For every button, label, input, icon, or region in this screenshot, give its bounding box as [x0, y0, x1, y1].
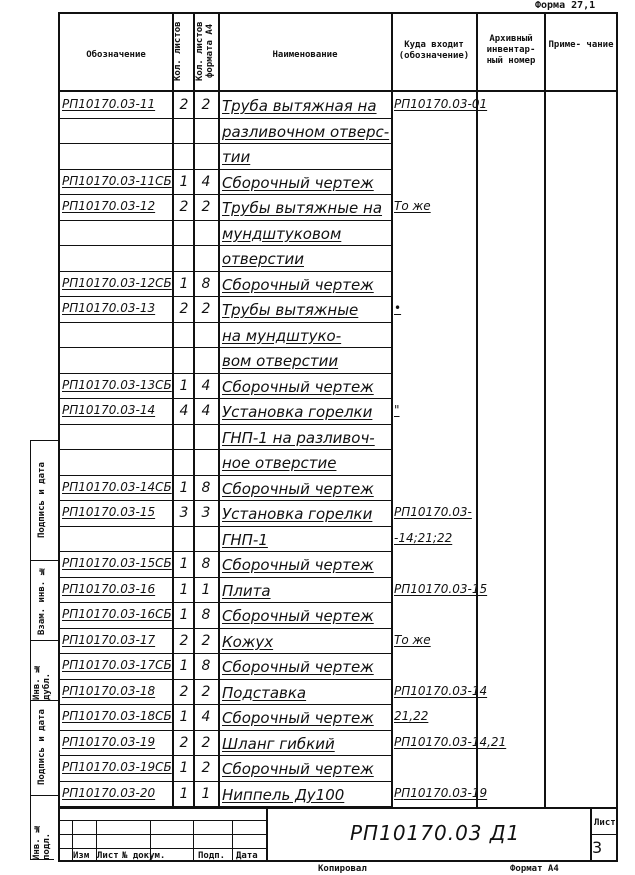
- side-label: Инв. № подл.: [32, 822, 52, 860]
- row-n1: 1: [179, 173, 189, 190]
- row-code: РП10170.03-15СБ: [62, 556, 172, 570]
- row-n2: 2: [201, 199, 211, 215]
- row-name: Плита: [222, 581, 271, 600]
- row-n1: 4: [179, 403, 189, 419]
- row-code: РП10170.03-15: [62, 505, 156, 519]
- stamp-doc: № докум.: [122, 851, 166, 861]
- row-n1: 3: [179, 505, 189, 521]
- header-archive: Архивный инвентар- ный номер: [486, 34, 536, 66]
- stamp-izm: Изм: [73, 851, 90, 861]
- row-code: РП10170.03-16: [62, 581, 156, 596]
- row-line: [58, 118, 392, 119]
- row-name: на мундштуко-: [222, 326, 342, 345]
- row-name: Шланг гибкий: [222, 734, 335, 753]
- row-name: отверстии: [222, 250, 304, 268]
- row-code: РП10170.03-11: [62, 97, 156, 111]
- stamp-divider: [232, 820, 233, 862]
- row-name: мундштуковом: [222, 224, 342, 243]
- row-name: Подставка: [222, 683, 307, 702]
- row-line: [58, 500, 392, 501]
- row-n2: 4: [201, 403, 211, 419]
- row-name: Сборочный чертеж: [222, 479, 374, 498]
- row-line: [58, 449, 392, 450]
- row-dest: 21,22: [394, 709, 429, 723]
- header-name: Наименование: [272, 50, 338, 60]
- row-n2: 8: [201, 479, 211, 496]
- row-line: [58, 704, 392, 705]
- row-n2: 4: [201, 377, 211, 394]
- row-n1: 2: [179, 632, 189, 649]
- row-line: [58, 475, 392, 476]
- document-number: РП10170.03 Д1: [350, 821, 521, 845]
- side-label: Инв. № дубл.: [32, 662, 52, 700]
- row-name: Трубы вытяжные на: [222, 199, 383, 217]
- row-n1: 2: [179, 301, 189, 317]
- row-code: РП10170.03-11СБ: [62, 173, 172, 188]
- row-n1: 1: [179, 581, 189, 598]
- header-bottom-line: [58, 90, 618, 92]
- row-name: ГНП-1: [222, 530, 268, 549]
- row-code: РП10170.03-12СБ: [62, 275, 172, 290]
- row-name: разливочном отверс-: [222, 122, 390, 141]
- row-code: РП10170.03-19СБ: [62, 760, 172, 774]
- row-dest: РП10170.03-: [394, 505, 472, 519]
- row-code: РП10170.03-16СБ: [62, 607, 172, 621]
- row-name: вом отверстии: [222, 352, 339, 370]
- row-name: Сборочный чертеж: [222, 377, 374, 396]
- row-n2: 4: [201, 709, 211, 725]
- stamp-line: [590, 834, 618, 835]
- side-divider: [30, 795, 58, 796]
- side-label: Подпись и дата: [37, 709, 47, 786]
- footer-copied: Копировал: [318, 864, 367, 874]
- row-dest: РП10170.03-14: [394, 683, 488, 698]
- row-n1: 2: [179, 199, 189, 215]
- row-name: Сборочный чертеж: [222, 709, 374, 727]
- row-line: [58, 781, 392, 782]
- row-line: [58, 143, 392, 144]
- row-line: [58, 679, 392, 680]
- row-n2: 8: [201, 275, 211, 292]
- row-line: [58, 347, 392, 348]
- row-code: РП10170.03-14СБ: [62, 479, 172, 494]
- col-divider: [193, 12, 195, 807]
- row-code: РП10170.03-19: [62, 734, 156, 749]
- row-dest: -14;21;22: [394, 530, 453, 545]
- row-line: [58, 322, 392, 323]
- row-n1: 1: [179, 709, 189, 725]
- stamp-line: [58, 834, 266, 835]
- row-line: [58, 220, 392, 221]
- row-name: Установка горелки: [222, 505, 373, 523]
- row-n1: 1: [179, 377, 189, 394]
- stamp-line: [58, 848, 266, 849]
- row-line: [58, 424, 392, 425]
- col-divider: [544, 12, 546, 807]
- row-code: РП10170.03-20: [62, 785, 156, 800]
- side-label: Взам. инв. №: [37, 565, 47, 635]
- stamp-data: Дата: [236, 851, 258, 861]
- row-dest: То же: [394, 632, 431, 647]
- row-n2: 2: [201, 301, 211, 317]
- row-name: Сборочный чертеж: [222, 658, 374, 676]
- row-line: [58, 755, 392, 756]
- header-where-used: Куда входит (обозначение): [398, 40, 470, 61]
- footer-format: Формат А4: [510, 864, 559, 874]
- row-code: РП10170.03-18: [62, 683, 156, 698]
- row-name: Сборочный чертеж: [222, 173, 374, 192]
- row-code: РП10170.03-17: [62, 632, 156, 647]
- sheet-label: Лист: [594, 818, 616, 828]
- row-name: Установка горелки: [222, 403, 373, 421]
- row-line: [58, 602, 392, 603]
- row-name: ГНП-1 на разливоч-: [222, 428, 375, 447]
- row-n1: 1: [179, 607, 189, 623]
- row-n2: 2: [201, 760, 211, 776]
- header-sheets-count: Кол. листов: [173, 21, 183, 81]
- form-label: Форма 27,1: [535, 0, 596, 11]
- side-divider: [30, 440, 58, 441]
- row-line: [58, 526, 392, 527]
- row-n2: 2: [201, 632, 211, 649]
- row-line: [58, 271, 392, 272]
- row-n1: 1: [179, 760, 189, 776]
- row-name: Ниппель Ду100: [222, 785, 345, 804]
- row-n2: 3: [201, 505, 211, 521]
- row-code: РП10170.03-14: [62, 403, 156, 417]
- row-code: РП10170.03-17СБ: [62, 658, 172, 672]
- side-label: Подпись и дата: [37, 462, 47, 538]
- row-dest: ": [394, 403, 400, 417]
- row-n1: 2: [179, 683, 189, 700]
- row-dest: То же: [394, 199, 431, 213]
- row-name: Кожух: [222, 632, 274, 651]
- stamp-top-line: [58, 807, 618, 809]
- row-dest: РП10170.03-19: [394, 785, 488, 800]
- row-n2: 4: [201, 173, 211, 190]
- row-n2: 8: [201, 658, 211, 674]
- row-name: тии: [222, 148, 251, 166]
- sheet-number: 3: [592, 838, 603, 857]
- row-code: РП10170.03-18СБ: [62, 709, 172, 723]
- stamp-podp: Подп.: [198, 851, 226, 861]
- row-line: [58, 373, 392, 374]
- header-a4-count: Кол. листов формата А4: [195, 21, 215, 81]
- row-line: [58, 169, 392, 170]
- row-code: РП10170.03-12: [62, 199, 156, 213]
- row-n2: 2: [201, 97, 211, 113]
- row-n2: 2: [201, 734, 211, 751]
- row-n1: 1: [179, 658, 189, 674]
- row-dest: •: [394, 301, 402, 315]
- row-n2: 8: [201, 607, 211, 623]
- row-n1: 1: [179, 479, 189, 496]
- stamp-list: Лист: [97, 851, 119, 861]
- side-divider: [30, 700, 58, 701]
- row-name: Сборочный чертеж: [222, 760, 374, 778]
- side-divider: [30, 640, 58, 641]
- row-n1: 1: [179, 785, 189, 802]
- row-n1: 1: [179, 275, 189, 292]
- row-line: [58, 730, 392, 731]
- row-line: [58, 296, 392, 297]
- row-code: РП10170.03-13: [62, 301, 156, 315]
- stamp-divider: [193, 820, 194, 862]
- row-dest: РП10170.03-01: [394, 97, 488, 111]
- row-line: [58, 245, 392, 246]
- stamp-line: [58, 820, 266, 821]
- row-name: Трубы вытяжные: [222, 301, 359, 319]
- row-line: [58, 628, 392, 629]
- row-line: [58, 577, 392, 578]
- row-n1: 1: [179, 556, 189, 572]
- row-name: Сборочный чертеж: [222, 556, 374, 574]
- row-n1: 2: [179, 734, 189, 751]
- header-designation: Обозначение: [86, 50, 146, 60]
- row-line: [58, 551, 392, 552]
- col-divider: [218, 12, 220, 807]
- row-dest: РП10170.03-15: [394, 581, 488, 596]
- stamp-divider: [266, 807, 268, 862]
- row-line: [58, 194, 392, 195]
- row-n2: 1: [201, 785, 211, 802]
- row-n2: 1: [201, 581, 211, 598]
- row-name: Сборочный чертеж: [222, 607, 374, 625]
- row-dest: РП10170.03-14,21: [394, 734, 507, 749]
- row-name: Труба вытяжная на: [222, 97, 377, 115]
- row-n1: 2: [179, 97, 189, 113]
- row-name: Сборочный чертеж: [222, 275, 374, 294]
- side-divider: [30, 560, 58, 561]
- row-line: [58, 398, 392, 399]
- row-n2: 2: [201, 683, 211, 700]
- row-name: ное отверстие: [222, 454, 337, 472]
- row-code: РП10170.03-13СБ: [62, 377, 172, 392]
- row-n2: 8: [201, 556, 211, 572]
- header-note: Приме- чание: [548, 40, 614, 50]
- row-line: [58, 653, 392, 654]
